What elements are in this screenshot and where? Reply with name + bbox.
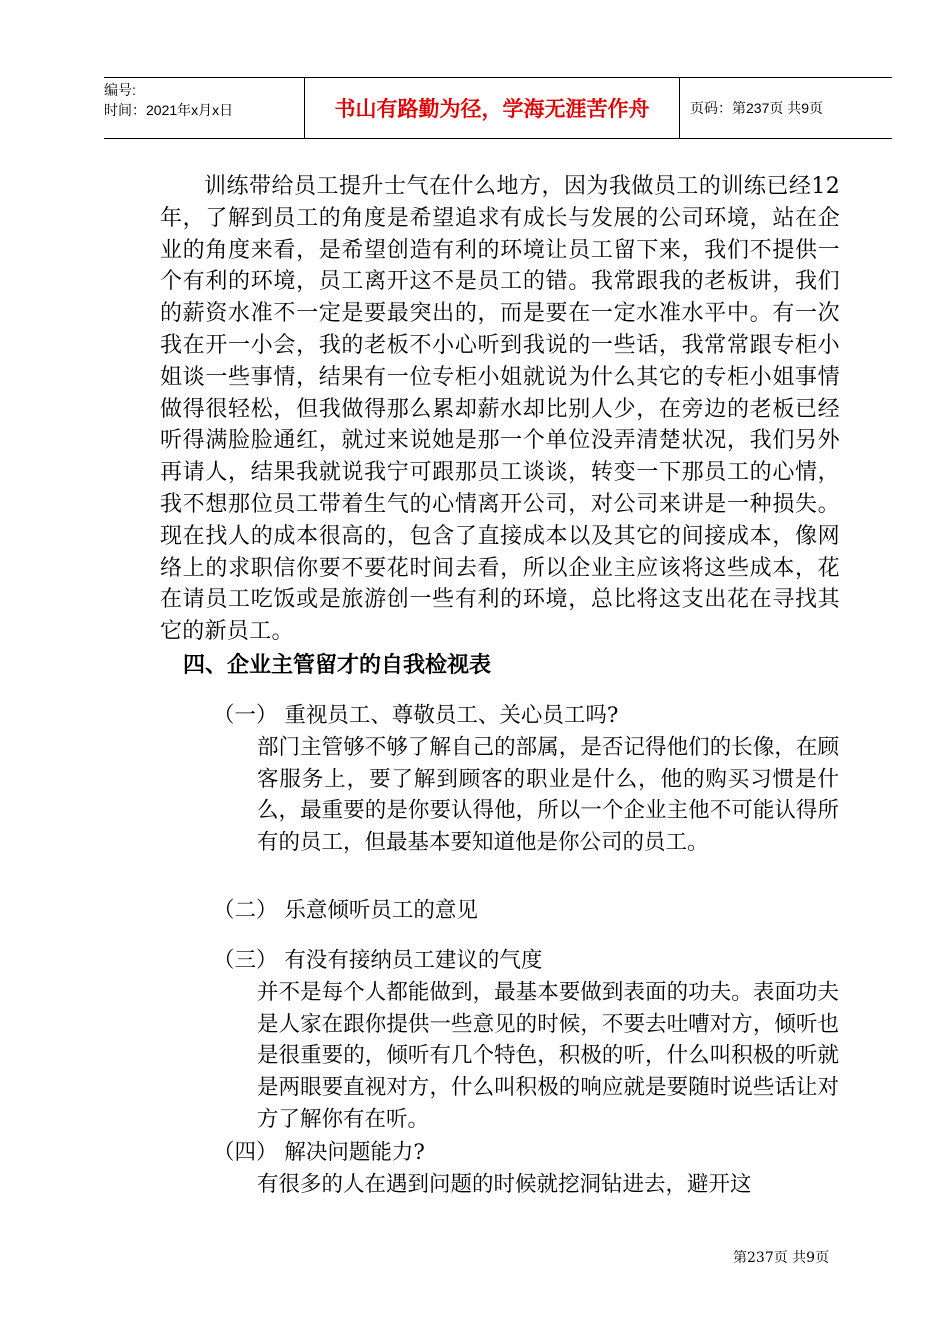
item-body: 有很多的人在遇到问题的时候就挖洞钻进去，避开这 — [257, 1171, 752, 1197]
intro-paragraph: 训练带给员工提升士气在什么地方，因为我做员工的训练已经12年，了解到员工的角度是希望追求有成长与发展的公司环境，站在企业的角度来看，是希望创造有利的环境让员工留下来，我们不提供一个有利的环境，员工离开这不是员工的错。我常跟我的老板讲，我们的薪资水准不一定是要最突出的，而是要在一定水准水平中。有一次我在开一小会，我的老板不小心听到我说的一些话，我常常跟专柜小姐谈一些事情，结果有一位专柜小姐就说为什么其它的专柜小姐事情做得很轻松，但我做得那么累却薪水却比别人少，在旁边的老板已经听得满脸脸通红，就过来说她是那一个单位没弄清楚状况，我们另外再请人，结果我就说我宁可跟那员工谈谈，转变一下那员工的心情，我不想那位员工带着生气的心情离开公司，对公司来讲是一种损失。现在找人的成本很高的，包含了直接成本以及其它的间接成本，像网络上的求职信你要不要花时间去看，所以企业主应该将这些成本，花在请员工吃饭或是旅游创一些有利的环境，总比将这支出花在寻找其它的新员工。 — [160, 174, 840, 645]
checklist-item-2 — [213, 895, 853, 927]
header-meta — [104, 78, 304, 138]
item-heading: （二） 乐意倾听员工的意见 — [213, 898, 478, 923]
time-label: 时间：2021年x月x日 — [104, 102, 234, 118]
checklist-item-3 — [213, 945, 853, 1136]
item-heading: （三） 有没有接纳员工建议的气度 — [213, 948, 543, 973]
checklist-item-1 — [213, 700, 853, 859]
header-page-info: 页码：第237页 共9页 — [690, 100, 824, 116]
section-title: 四、企业主管留才的自我检视表 — [183, 653, 492, 678]
checklist-item-4 — [213, 1137, 853, 1201]
item-body: 部门主管够不够了解自己的部属，是否记得他们的长像，在顾客服务上，要了解到顾客的职业是什么，他的购买习惯是什么，最重要的是你要认得他，所以一个企业主他不可能认得所有的员工，但最基本要知道他是你公司的员工。 — [257, 734, 839, 856]
page-footer: 第237页 共9页 — [733, 1250, 830, 1266]
header-motto: 书山有路勤为径，学海无涯苦作舟 — [304, 78, 680, 138]
number-label: 编号: — [104, 82, 136, 98]
item-body: 并不是每个人都能做到，最基本要做到表面的功夫。表面功夫是人家在跟你提供一些意见的时候，不要去吐嘈对方，倾听也是很重要的，倾听有几个特色，积极的听，什么叫积极的听就是两眼要直视对方，什么叫积极的响应就是要随时说些话让对方了解你有在听。 — [257, 979, 839, 1132]
item-heading: （一） 重视员工、尊敬员工、关心员工吗? — [213, 703, 619, 728]
item-heading: （四） 解决问题能力? — [213, 1140, 425, 1165]
page-header — [104, 77, 892, 139]
